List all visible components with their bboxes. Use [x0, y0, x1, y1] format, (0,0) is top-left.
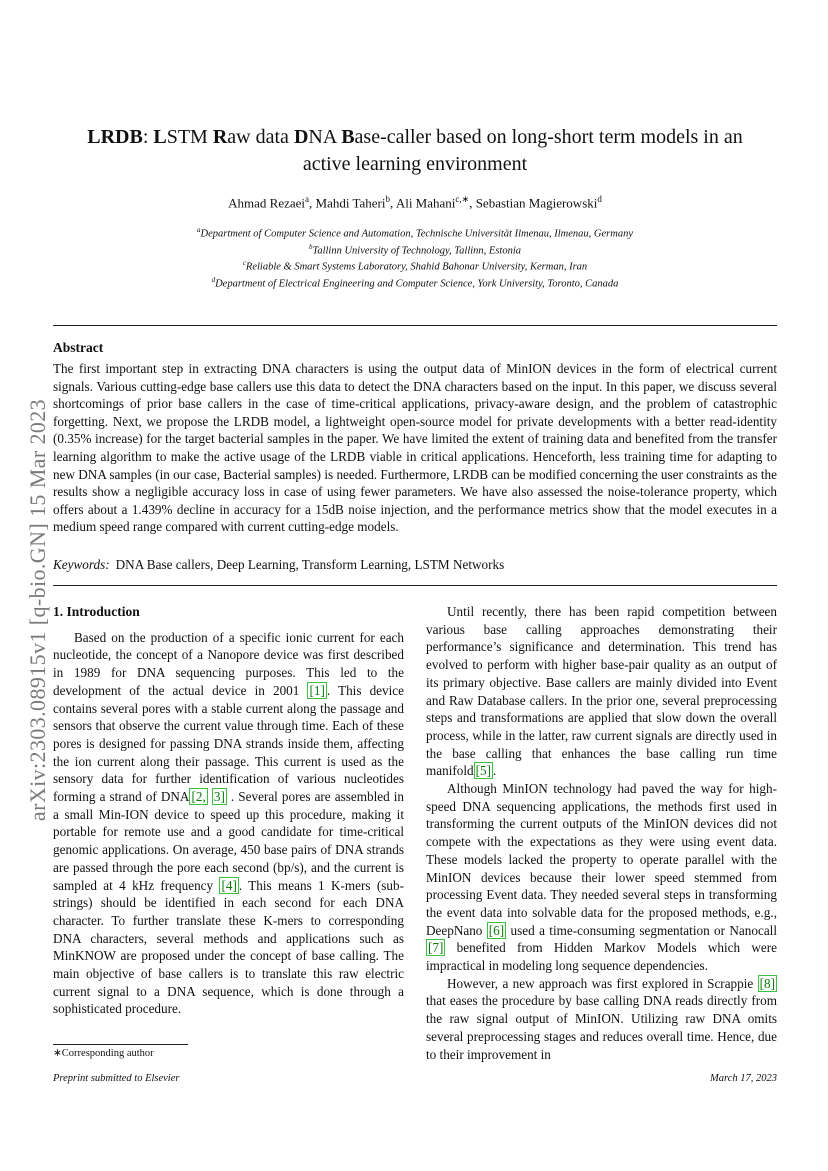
citation-link[interactable]: [8]	[759, 975, 775, 991]
keywords-text: DNA Base callers, Deep Learning, Transform Learning, LSTM Networks	[115, 557, 505, 572]
citation-link[interactable]: [1]	[309, 682, 325, 698]
title-word-raw: aw data	[227, 126, 294, 148]
affiliation	[60, 274, 770, 291]
title-acronym: LRDB	[87, 126, 143, 148]
abstract-bottom-rule	[53, 585, 777, 586]
affiliation-text: Reliable & Smart Systems Laboratory, Shahid Bahonar University, Kerman, Iran	[245, 261, 588, 273]
footer-preprint-note: Preprint submitted to Elsevier	[53, 1073, 180, 1084]
title-line-2: active learning environment	[302, 153, 528, 175]
left-column	[53, 603, 404, 1018]
title-initial-d: D	[293, 126, 309, 148]
abstract-text: The first important step in extracting DNA characters is using the output data of MinION devices in the form of electrical current signals. Various cutting-edge base callers use this data to detect the DNA characters based on the input. In this paper, we discuss several shortcomings of prior base callers in the case of time-critical applications, privacy-aware design, and the problem of catastrophic forgetting. Next, we propose the LRDB model, a lightweight open-source model for private developments with a better read-identity (0.35% increase) for the target bacterial samples in the paper. We have limited the extent of training data and benefited from the transfer learning algorithm to make the active usage of the LRDB viable in critical applications. Henceforth, less training time for adapting to new DNA samples (in our case, Bacterial samples) is needed. Furthermore, LRDB can be modified concerning the user constraints as the results show a negligible accuracy loss in case of using fewer parameters. We have also assessed the noise-tolerance property, which offers about a 1.439% decline in accuracy for a 15dB noise injection, and the performance metrics show that the model executes in a medium speed range compared with current cutting-edge models.	[53, 361, 777, 535]
citation-link[interactable]: [6]	[488, 922, 505, 938]
affiliations	[60, 224, 770, 291]
affiliation-mark: a	[197, 226, 201, 234]
title-initial-l: L	[153, 126, 167, 148]
intro-paragraph: Based on the production of a specific ionic current for each nucleotide, the concept of a Nanopore device was first described in 1989 for DNA sequencing purposes. This led to the development of the actual device in 2001 [1] . This device contains several pores with a stable current along the passage and sensors that observe the current value through time. Each of these pores is designed for passing DNA strands inside them, affecting the ion current along their passage. This current is used as the sensory data for further identification of various nucleotides forming a strand of DNA [2, 3] . Several pores are assembled in a small Min-ION device to speed up this procedure, making it portable for remote use and a good candidate for time-critical genomic applications. On average, 450 base pairs of DNA strands are passed through the pore each second (bp/s), and the current is sampled at 4 kHz frequency [4] . This means 1 K-mers (sub-strings) should be identified in each second for each DNA character. To further translate these K-mers to corresponding DNA characters, several methods and applications such as MinKNOW are proposed under the concept of base calling. The main objective of base callers is to translate this raw electric current signal to a DNA sequence, which is done through a sophisticated procedure.	[53, 629, 405, 1017]
title-rest: ase-caller based on long-short term models in an	[354, 126, 743, 148]
footnote-rule	[53, 1044, 188, 1045]
arxiv-sidebar	[18, 345, 58, 875]
title-initial-r: R	[212, 126, 228, 148]
citation-link[interactable]: [2,	[191, 789, 206, 805]
author-name: Sebastian Magierowski	[475, 195, 598, 211]
author-affil-mark: b	[385, 194, 391, 204]
affiliation-mark: b	[308, 242, 313, 251]
citation-link[interactable]: 3]	[213, 789, 225, 805]
title-word-stm: STM	[166, 126, 213, 148]
author-name: Ali Mahani	[395, 195, 456, 211]
right-column	[426, 603, 777, 1063]
keywords-label: Keywords:	[53, 557, 110, 572]
footer-date: March 17, 2023	[710, 1073, 777, 1084]
intro-paragraph: Although MinION technology had paved the way for high-speed DNA sequencing applications, the methods first used in transforming the current outputs of the MinION devices did not compete with the expectations as they were using event data. These models lacked the property to operate parallel with the MinION devices because their lower speed stemmed from processing Event data. They needed several steps in transforming the event data into solvable data for the proposed methods, e.g., DeepNano [6] used a time-consuming segmentation or Nanocall [7] benefited from Hidden Markov Models which were impractical in modeling long sequence dependencies.	[426, 781, 777, 974]
abstract-top-rule	[53, 325, 777, 326]
author-name: Mahdi Taheri	[315, 195, 386, 211]
paper-title	[60, 124, 770, 178]
title-word-na: NA	[308, 126, 342, 148]
citation-link[interactable]: [4]	[221, 877, 237, 893]
intro-paragraph: However, a new approach was first explored in Scrappie [8] that eases the procedure by base calling DNA reads directly from the raw signal output of MinION. Utilizing raw DNA omits several preprocessing stages and reduces overall time. Hence, due to their improvement in	[426, 975, 777, 1062]
citation-link[interactable]: [5]	[475, 763, 492, 779]
section-heading-introduction: 1. Introduction	[53, 604, 140, 619]
affiliation-text: Tallinn University of Technology, Tallinn, Estonia	[312, 245, 522, 257]
affiliation-text: Department of Computer Science and Automation, Technische Universität Ilmenau, Ilmenau, Germany	[200, 228, 633, 240]
title-initial-b: B	[341, 126, 355, 148]
keywords	[53, 557, 777, 573]
affiliation	[60, 257, 770, 274]
affiliation-mark: c	[242, 259, 246, 268]
abstract-heading: Abstract	[53, 340, 104, 355]
author-affil-mark: a	[305, 194, 310, 204]
title-line-1	[60, 124, 770, 151]
affiliation	[60, 241, 770, 258]
intro-paragraph: Until recently, there has been rapid competition between various base calling approaches demonstrating their performance’s significance and determination. This trend has evolved to perform with higher base-pair quality as an output of its primary objective. Base callers are mainly divided into Event and Raw Database callers. In the prior one, several preprocessing steps and transformations are applied that slow down the overall process, while in the latter, raw current signals are directly used in the base calling that enhances the base calling run time manifold [5] .	[426, 604, 777, 779]
author-name: Ahmad Rezaei	[228, 195, 306, 211]
title-colon: :	[142, 126, 154, 148]
author-list: Ahmad Rezaei$^a$, Mahdi Taheri$^b$, Ali Mahani$^{c,∗}$, Sebastian Magierowski$^d$	[228, 194, 602, 211]
arxiv-identifier: arXiv:2303.08915v1 [q-bio.GN] 15 Mar 2023	[25, 398, 50, 822]
author-affil-mark: d	[597, 194, 602, 204]
affiliation-text: Department of Electrical Engineering and Computer Science, York University, Toronto, Canada	[215, 278, 619, 290]
citation-link[interactable]: [7]	[428, 940, 444, 956]
affiliation	[60, 224, 770, 241]
affiliation-mark: d	[211, 276, 216, 285]
author-affil-mark: c,∗	[455, 194, 470, 204]
footnote: ∗Corresponding author	[53, 1048, 154, 1059]
